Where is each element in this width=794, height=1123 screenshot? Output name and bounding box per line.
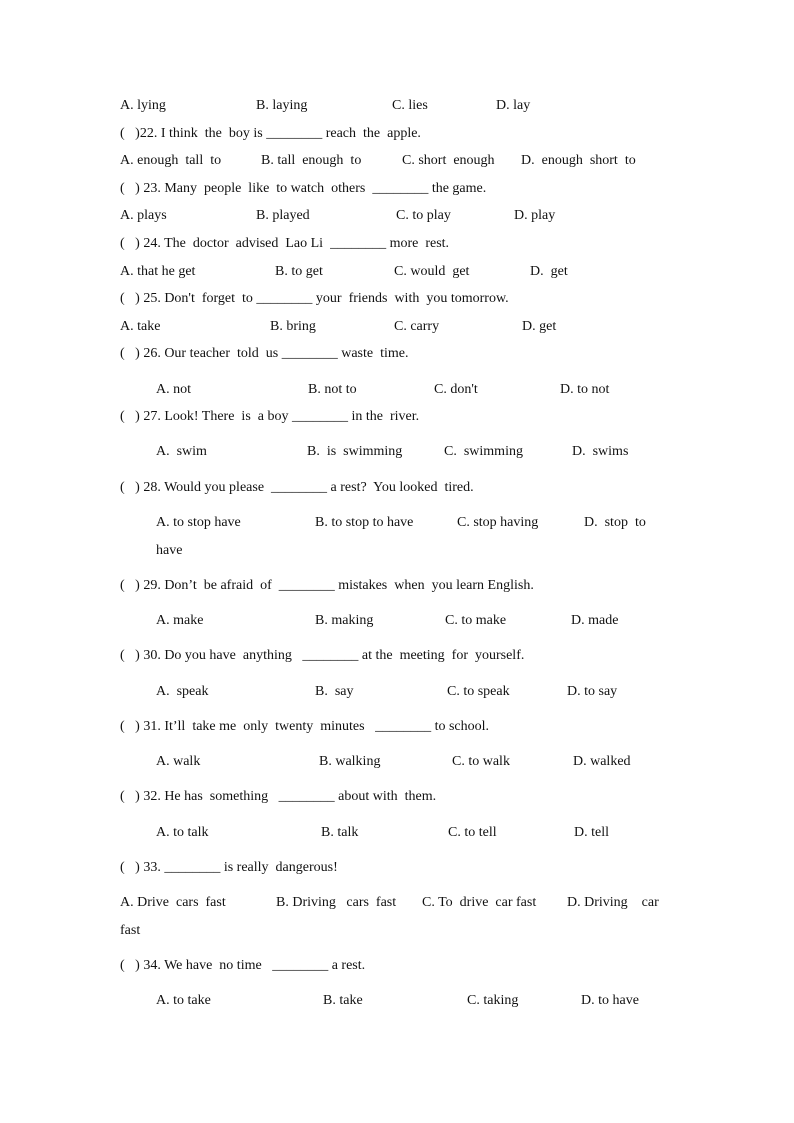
option-b: B. say (315, 684, 354, 699)
option-d: D. swims (572, 444, 629, 459)
option-c: C. to play (396, 208, 451, 223)
option-d: D. lay (496, 98, 531, 113)
question-stem: ( )22. I think the boy is ________ reach the apple. (120, 126, 421, 141)
question-stem: ( ) 29. Don’t be afraid of ________ mistakes when you learn English. (120, 578, 534, 593)
option-b: B. talk (321, 825, 359, 840)
option-d: D. get (530, 264, 568, 279)
option-b: B. bring (270, 319, 316, 334)
option-d: D. made (571, 613, 619, 628)
question-stem: ( ) 33. ________ is really dangerous! (120, 860, 338, 875)
option-c: C. to walk (452, 754, 510, 769)
option-d-continued: fast (120, 923, 141, 938)
option-c: C. don't (434, 382, 478, 397)
option-b: B. tall enough to (261, 153, 362, 168)
option-d: D. stop to (584, 515, 646, 530)
option-b: B. played (256, 208, 310, 223)
option-c: C. would get (394, 264, 470, 279)
question-stem: ( ) 34. We have no time ________ a rest. (120, 958, 366, 973)
option-d: D. enough short to (521, 153, 636, 168)
question-stem: ( ) 28. Would you please ________ a rest? You looked tired. (120, 480, 474, 495)
option-a: A. lying (120, 98, 166, 113)
option-c: C. swimming (444, 444, 523, 459)
option-d-continued: have (156, 543, 183, 558)
option-d: D. Driving car (567, 895, 659, 910)
question-stem: ( ) 31. It’ll take me only twenty minutes ________ to school. (120, 719, 490, 734)
option-c: C. to speak (447, 684, 510, 699)
option-a: A. plays (120, 208, 167, 223)
option-b: B. is swimming (307, 444, 403, 459)
option-d: D. get (522, 319, 557, 334)
question-stem: ( ) 23. Many people like to watch others ________ the game. (120, 181, 487, 196)
option-d: D. to have (581, 993, 639, 1008)
option-b: B. walking (319, 754, 381, 769)
option-a: A. to talk (156, 825, 209, 840)
option-c: C. to make (445, 613, 507, 628)
option-a: A. take (120, 319, 161, 334)
option-c: C. short enough (402, 153, 495, 168)
question-stem: ( ) 24. The doctor advised Lao Li ________ more rest. (120, 236, 450, 251)
question-stem: ( ) 25. Don't forget to ________ your friends with you tomorrow. (120, 291, 509, 306)
option-a: A. that he get (120, 264, 196, 279)
option-c: C. To drive car fast (422, 895, 537, 910)
option-c: C. lies (392, 98, 428, 113)
question-stem: ( ) 32. He has something ________ about with them. (120, 789, 437, 804)
option-a: A. enough tall to (120, 153, 222, 168)
option-a: A. Drive cars fast (120, 895, 226, 910)
option-b: B. to get (275, 264, 323, 279)
option-a: A. walk (156, 754, 201, 769)
question-stem: ( ) 26. Our teacher told us ________ waste time. (120, 346, 409, 361)
option-c: C. stop having (457, 515, 539, 530)
option-a: A. make (156, 613, 204, 628)
option-a: A. to stop have (156, 515, 241, 530)
option-b: B. take (323, 993, 363, 1008)
option-a: A. not (156, 382, 191, 397)
option-b: B. Driving cars fast (276, 895, 397, 910)
option-a: A. swim (156, 444, 207, 459)
option-c: C. taking (467, 993, 519, 1008)
question-stem: ( ) 27. Look! There is a boy ________ in the river. (120, 409, 420, 424)
option-b: B. laying (256, 98, 308, 113)
option-d: D. to not (560, 382, 610, 397)
option-a: A. to take (156, 993, 211, 1008)
option-d: D. to say (567, 684, 618, 699)
question-stem: ( ) 30. Do you have anything ________ at the meeting for yourself. (120, 648, 525, 663)
option-b: B. making (315, 613, 374, 628)
option-b: B. not to (308, 382, 357, 397)
option-d: D. tell (574, 825, 609, 840)
option-c: C. carry (394, 319, 440, 334)
option-b: B. to stop to have (315, 515, 414, 530)
option-d: D. walked (573, 754, 631, 769)
option-a: A. speak (156, 684, 209, 699)
option-d: D. play (514, 208, 556, 223)
option-c: C. to tell (448, 825, 497, 840)
